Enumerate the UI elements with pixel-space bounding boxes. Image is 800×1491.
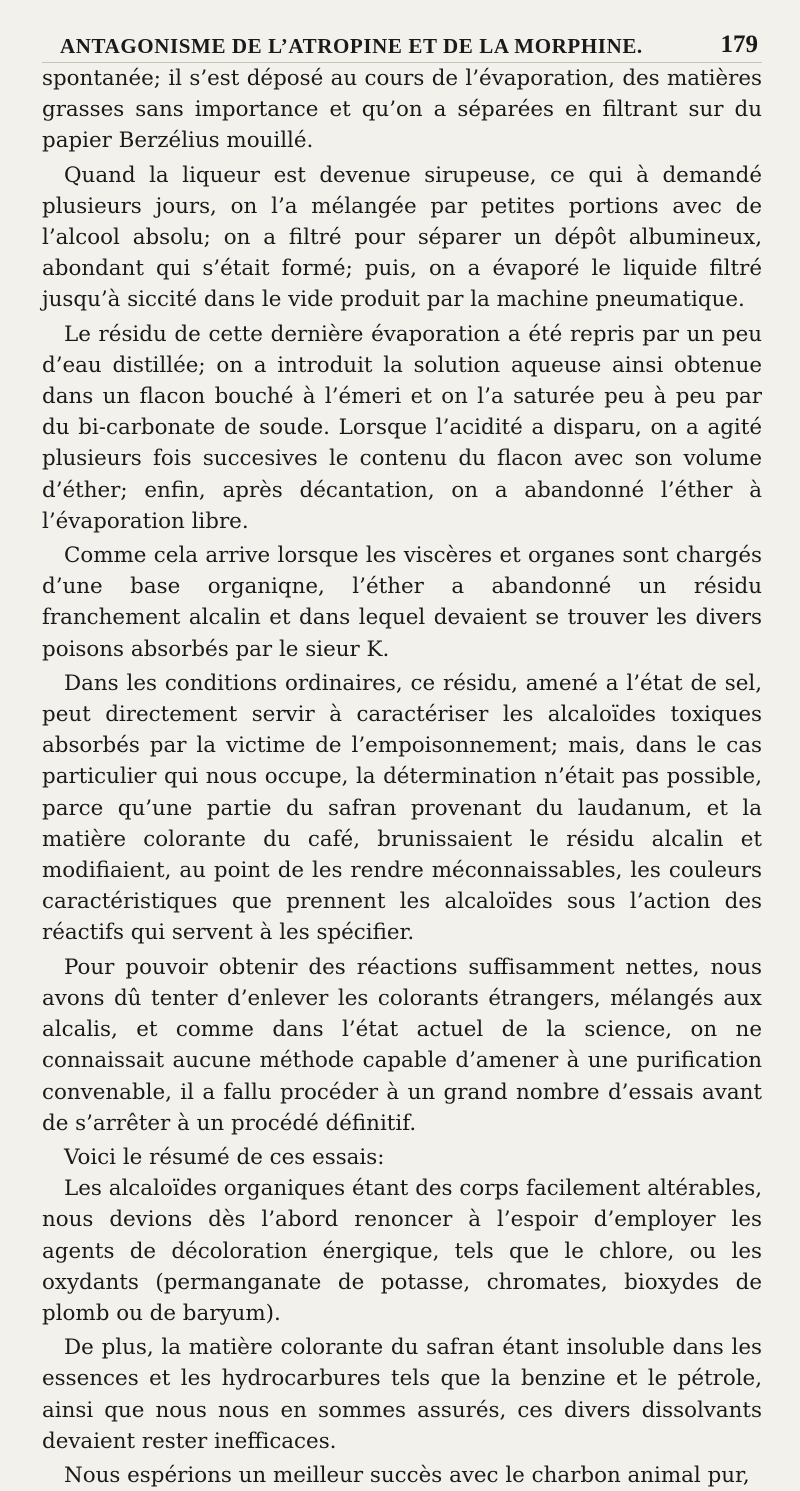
running-title: ANTAGONISME DE L’ATROPINE ET DE LA MORPHINE. [60, 34, 643, 58]
paragraph-8: Les alcaloïdes organiques étant des corps facilement altérables, nous devions dès l’abord renoncer à l’espoir d’employer les agents de décoloration énergique, tels que le chlore, ou les oxydants (permanganate de potasse, chromates, bioxydes de plomb ou de baryum). [42, 1176, 762, 1326]
paragraph-2: Quand la liqueur est devenue sirupeuse, ce qui à demandé plusieurs jours, on l’a mélangée par petites portions avec de l’alcool absolu; on a filtré pour séparer un dépôt albumineux, abondant qui s’était formé; puis, on a évaporé le liquide filtré jusqu’à siccité dans le vide produit par la machine pneumatique. [42, 162, 762, 313]
page-header [42, 0, 762, 63]
paragraph-7: Voici le résumé de ces essais: [64, 1144, 385, 1170]
paragraph-6: Pour pouvoir obtenir des réactions suffisamment nettes, nous avons dû tenter d’enlever les colorants étrangers, mélangés aux alcalis, et comme dans l’état actuel de la science, on ne connaissait aucune méthode capable d’amener à une purification convenable, il a fallu procéder à un grand nombre d’essais avant de s’arrêter à un procédé définitif. [42, 954, 762, 1136]
body-text [42, 63, 762, 1491]
paragraph-3: Le résidu de cette dernière évaporation a été repris par un peu d’eau distillée; on a introduit la solution aqueuse ainsi obtenue dans un flacon bouché à l’émeri et on l’a saturée peu à peu par du bi-carbonate de soude. Lorsque l’acidité a disparu, on a agité plusieurs fois succesives le contenu du flacon avec son volume d’éther; enfin, après décantation, on a abandonné l’éther à l’évaporation libre. [42, 321, 762, 534]
paragraph-9: De plus, la matière colorante du safran étant insoluble dans les essences et les hydrocarbures tels que la benzine et le pétrole, ainsi que nous nous en sommes assurés, ces divers dissolvants devaient rester inefficaces. [42, 1335, 762, 1454]
page-number: 179 [720, 31, 758, 58]
paragraph-4: Comme cela arrive lorsque les viscères et organes sont chargés d’une base organiqne, l’éther a abandonné un résidu franchement alcalin et dans lequel devaient se trouver les divers poisons absorbés par le sieur K. [42, 543, 762, 662]
paragraph-5: Dans les conditions ordinaires, ce résidu, amené a l’état de sel, peut directement servir à caractériser les alcaloïdes toxiques absorbés par la victime de l’empoisonnement; mais, dans le cas particulier qui nous occupe, la détermination n’était pas possible, parce qu’une partie du safran provenant du laudanum, et la matière colorante du café, brunissaient le résidu alcalin et modifiaient, au point de les rendre méconnaissables, les couleurs caractéristiques que prennent les alcaloïdes sous l’action des réactifs qui servent à les spécifier. [42, 670, 762, 946]
paragraph-1: spontanée; il s’est déposé au cours de l’évaporation, des matières grasses sans importance et qu’on a séparées en filtrant sur du papier Berzélius mouillé. [42, 66, 762, 154]
paragraph-10: Nous espérions un meilleur succès avec le charbon animal pur, [64, 1462, 750, 1488]
